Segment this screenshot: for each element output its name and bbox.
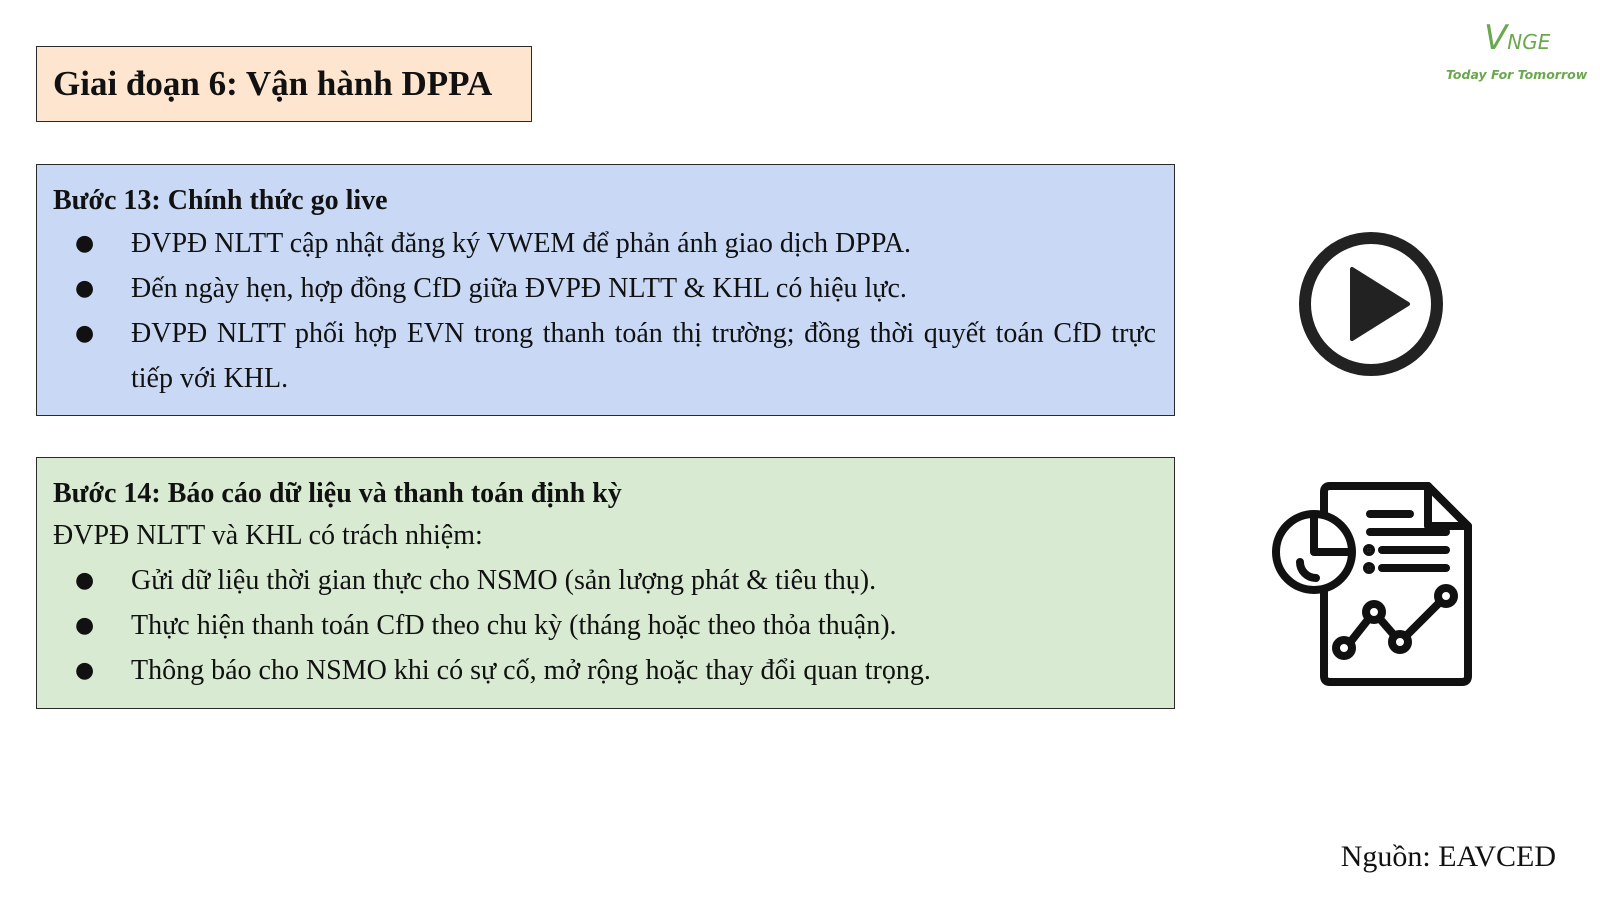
- list-item: ● ĐVPĐ NLTT phối hợp EVN trong thanh toán thị trường; đồng thời quyết toán CfD trực tiếp với KHL.: [53, 311, 1156, 401]
- source-note: Nguồn: EAVCED: [1340, 840, 1556, 873]
- list-item: ● Gửi dữ liệu thời gian thực cho NSMO (sản lượng phát & tiêu thụ).: [53, 558, 1156, 603]
- list-item: ● ĐVPĐ NLTT cập nhật đăng ký VWEM để phản ánh giao dịch DPPA.: [53, 221, 1156, 266]
- bullet-icon: ●: [75, 276, 95, 301]
- step-13-heading: Bước 13: Chính thức go live: [53, 185, 388, 216]
- bullet-icon: ●: [75, 658, 95, 683]
- step-14-box: [36, 457, 1175, 709]
- bullet-icon: ●: [75, 613, 95, 638]
- bullet-icon: ●: [75, 321, 95, 346]
- list-item: ● Thực hiện thanh toán CfD theo chu kỳ (tháng hoặc theo thỏa thuận).: [53, 603, 1156, 648]
- report-chart-icon: [1270, 482, 1476, 688]
- stage-title: [36, 46, 532, 122]
- play-icon: [1296, 229, 1446, 379]
- step-14-list: [53, 558, 1156, 693]
- step-14-heading: Bước 14: Báo cáo dữ liệu và thanh toán định kỳ: [53, 478, 622, 509]
- step-14-intro: ĐVPĐ NLTT và KHL có trách nhiệm:: [53, 520, 483, 551]
- vnge-logo: [1446, 18, 1586, 90]
- bullet-icon: ●: [75, 568, 95, 593]
- list-item: ● Đến ngày hẹn, hợp đồng CfD giữa ĐVPĐ NLTT & KHL có hiệu lực.: [53, 266, 1156, 311]
- step-13-list: [53, 221, 1156, 401]
- stage-title-text: Giai đoạn 6: Vận hành DPPA: [53, 64, 493, 103]
- bullet-icon: ●: [75, 231, 95, 256]
- logo-mark: VNGE: [1484, 18, 1551, 58]
- list-item: ● Thông báo cho NSMO khi có sự cố, mở rộng hoặc thay đổi quan trọng.: [53, 648, 1156, 693]
- step-13-box: [36, 164, 1175, 416]
- logo-tagline: Today For Tomorrow: [1446, 67, 1588, 82]
